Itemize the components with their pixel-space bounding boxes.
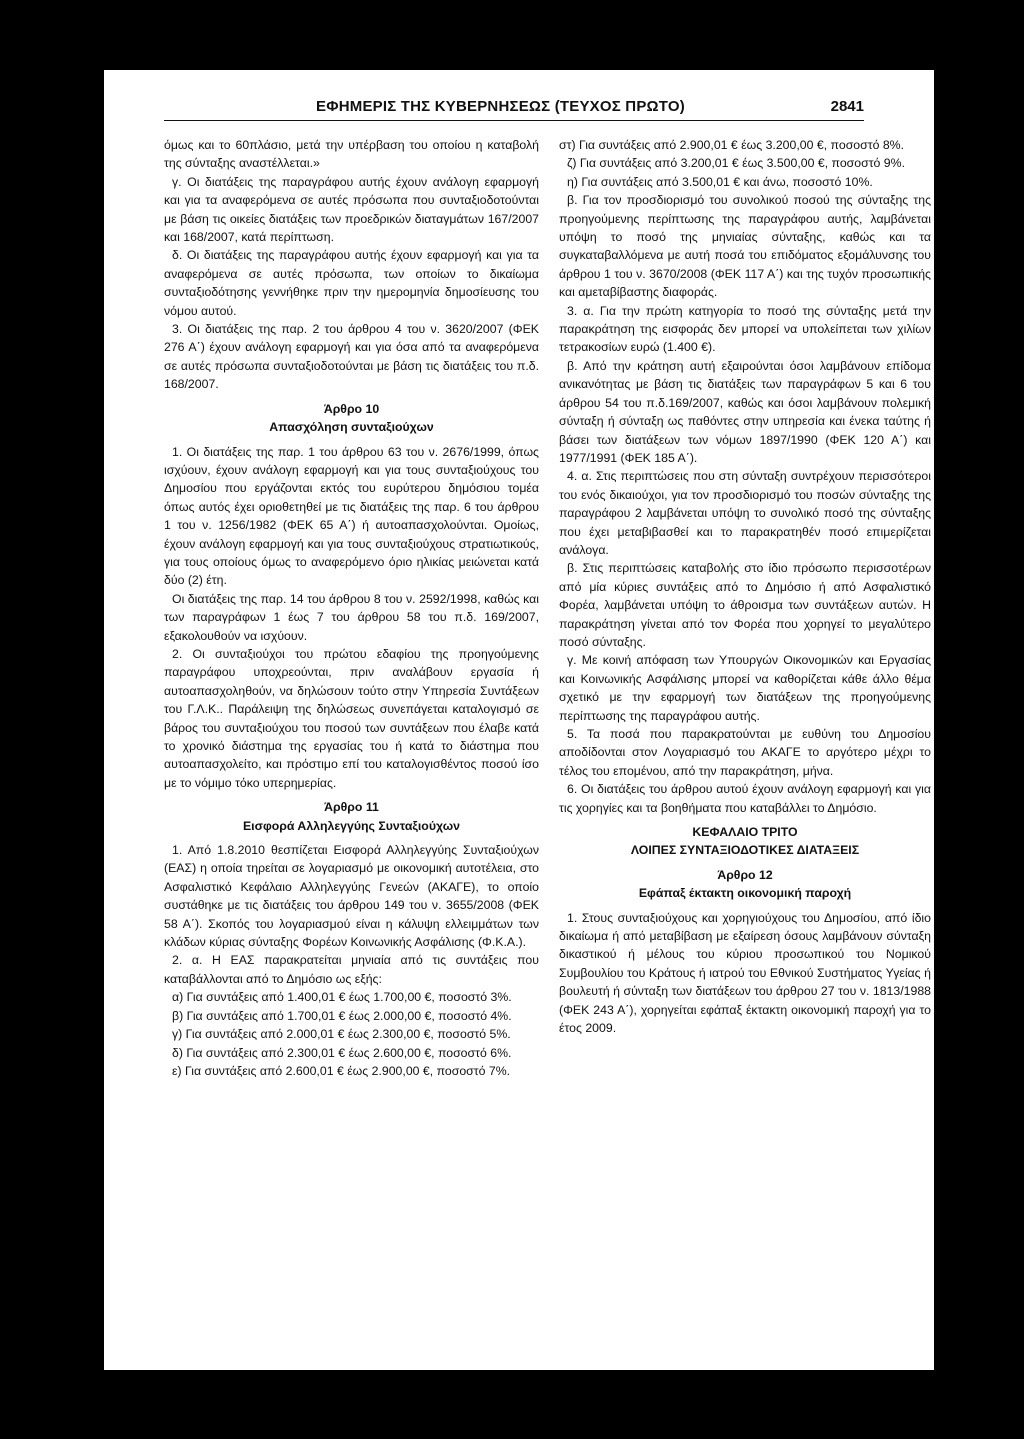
paragraph: 1. Στους συνταξιούχους και χορηγιούχους του Δημοσίου, από ίδιο δικαίωμα ή από μεταβίβαση με εξαίρεση όσους λαμβάνουν σύνταξη δικαστικού ή μέλους του κύριου προσωπικού του Νομικού Συμβουλίου του Κράτους ή ιατρού του Εθνικού Συστήματος Υγείας ή βουλευτή ή σύνταξη των διατάξεων του άρθρου 27 του ν. 1813/1988 (ΦΕΚ 243 Α΄), χορηγείται εφάπαξ έκτακτη οικονομική παροχή για το έτος 2009. <box>559 910 931 1036</box>
list-item: γ) Για συντάξεις από 2.000,01 € έως 2.300,00 €, ποσοστό 5%. <box>172 1027 511 1042</box>
article-12-title: Άρθρο 12 <box>717 867 773 882</box>
article-11-title: Άρθρο 11 <box>324 800 379 815</box>
page-number: 2841 <box>830 98 864 115</box>
article-10-title: Άρθρο 10 <box>323 401 380 416</box>
paragraph: Οι διατάξεις της παρ. 14 του άρθρου 8 του ν. 2592/1998, καθώς και των παραγράφων 1 έως 7 του άρθρου 58 του π.δ. 169/2007, εξακολουθούν να ισχύουν. <box>164 591 539 643</box>
chapter-title: ΚΕΦΑΛΑΙΟ ΤΡΙΤΟ <box>692 825 798 840</box>
paragraph: 2. α. Η ΕΑΣ παρακρατείται μηνιαία από τις συντάξεις που καταβάλλονται από το Δημόσιο ως εξής: <box>164 953 539 986</box>
list-item: η) Για συντάξεις από 3.500,01 € και άνω, ποσοστό 10%. <box>567 174 873 189</box>
left-column <box>164 136 539 1080</box>
paragraph: 3. Οι διατάξεις της παρ. 2 του άρθρου 4 του ν. 3620/2007 (ΦΕΚ 276 Α΄) έχουν ανάλογη εφαρμογή και για όσα από τα αναφερόμενα σε αυτές πρόσωπα συνταξιοδοτούνται με βάση τις διατάξεις του π.δ. 168/2007. <box>164 322 539 392</box>
paragraph: 1. Οι διατάξεις της παρ. 1 του άρθρου 63 του ν. 2676/1999, όπως ισχύουν, έχουν ανάλογη εφαρμογή και για τους συνταξιούχους του Δημοσίου που εργάζονται εκτός του ευρύτερου δημόσιου τομέα όπως αυτός έχει οριοθετηθεί με τις διατάξεις της παρ. 6 του άρθρου 1 του ν. 1256/1982 (ΦΕΚ 65 Α΄) ή αυτοαπασχολούνται. Ομοίως, έχουν ανάλογη εφαρμογή και για τους συνταξιούχους στρατιωτικούς, για τους οποίους όμως το αναφερόμενο όριο ηλικίας μειώνεται κατά δύο (2) έτη. <box>164 444 539 588</box>
paragraph: γ. Με κοινή απόφαση των Υπουργών Οικονομικών και Εργασίας και Κοινωνικής Ασφάλισης μπορεί να καθορίζεται κάθε άλλο θέμα σχετικό με την εφαρμογή των διατάξεων της προηγούμενης περίπτωσης της παραγράφου αυτής. <box>559 653 931 723</box>
list-item: ε) Για συντάξεις από 2.600,01 € έως 2.900,00 €, ποσοστό 7%. <box>172 1063 511 1078</box>
paragraph: όμως και το 60πλάσιο, μετά την υπέρβαση του οποίου η καταβολή της σύνταξης αναστέλλεται.» <box>164 138 539 171</box>
paragraph: 3. α. Για την πρώτη κατηγορία το ποσό της σύνταξης μετά την παρακράτηση της εισφοράς δεν μπορεί να υπολείπεται των χιλίων τετρακοσίων ευρώ (1.400 €). <box>559 303 931 355</box>
paragraph: 5. Τα ποσά που παρακρατούνται με ευθύνη του Δημοσίου αποδίδονται στον Λογαριασμό του ΑΚΑΓΕ το αργότερο μέχρι το τέλος του επομένου, από την παρακράτηση, μήνα. <box>559 727 931 778</box>
paragraph: β. Από την κράτηση αυτή εξαιρούνται όσοι λαμβάνουν επίδομα ανικανότητας με βάση τις διατάξεις των παραγράφων 5 και 6 του άρθρου 54 του π.δ.169/2007, καθώς και όσοι λαμβάνουν πολεμική σύνταξη ή σύνταξη ως παθόντες στην υπηρεσία και ένεκα ταύτης ή βάσει των διατάξεων των νόμων 1897/1990 (ΦΕΚ 120 Α΄) και 1977/1991 (ΦΕΚ 185 Α΄). <box>559 358 931 465</box>
list-item: δ) Για συντάξεις από 2.300,01 € έως 2.600,00 €, ποσοστό 6%. <box>172 1045 512 1060</box>
article-11-subtitle: Εισφορά Αλληλεγγύης Συνταξιούχων <box>242 818 461 833</box>
paragraph: 2. Οι συνταξιούχοι του πρώτου εδαφίου της προηγούμενης παραγράφου υποχρεούνται, πριν αναλάβουν εργασία ή αυτοαπασχοληθούν, να δηλώσουν τούτο στην Υπηρεσία Συντάξεων του Γ.Λ.Κ.. Παράλειψη της δηλώσεως συνεπάγεται καταλογισμό σε βάρος του συνταξιούχου του ποσού των συντάξεων που έλαβε κατά το χρονικό διάστημα της εργασίας του ή κατά το διάστημα που αυτοαπασχολείτο, και πρόστιμο επί του καταλογισθέντος ποσού ίσο με το νόμιμο τόκο υπερημερίας. <box>164 646 539 790</box>
paragraph: β. Στις περιπτώσεις καταβολής στο ίδιο πρόσωπο περισσοτέρων από μία κύριες συντάξεις από το Δημόσιο ή από Ασφαλιστικό Φορέα, λαμβάνεται υπόψη το άθροισμα των συντάξεων αυτών. Η παρακράτηση γίνεται από τον Φορέα που χορηγεί το μεγαλύτερο ποσό σύνταξης. <box>559 561 931 649</box>
list-item: β) Για συντάξεις από 1.700,01 € έως 2.000,00 €, ποσοστό 4%. <box>172 1008 512 1023</box>
list-item: στ) Για συντάξεις από 2.900,01 € έως 3.200,00 €, ποσοστό 8%. <box>559 138 905 152</box>
article-12-subtitle: Εφάπαξ έκτακτη οικονομική παροχή <box>638 886 852 901</box>
gazette-page <box>104 70 934 1370</box>
paragraph: δ. Οι διατάξεις της παραγράφου αυτής έχουν εφαρμογή και για τα αναφερόμενα σε αυτές πρόσωπα, των οποίων το δικαίωμα συνταξιοδότησης γεννήθηκε πριν την ημερομηνία δημοσίευσης του νόμου αυτού. <box>164 248 539 318</box>
list-item: ζ) Για συντάξεις από 3.200,01 € έως 3.500,00 €, ποσοστό 9%. <box>567 156 905 171</box>
article-10-subtitle: Απασχόληση συνταξιούχων <box>269 420 434 435</box>
list-item: α) Για συντάξεις από 1.400,01 € έως 1.700,00 €, ποσοστό 3%. <box>172 990 512 1005</box>
paragraph: 1. Από 1.8.2010 θεσπίζεται Εισφορά Αλληλεγγύης Συνταξιούχων (ΕΑΣ) η οποία τηρείται σε λογαριασμό με οικονομική αυτοτέλεια, στο Ασφαλιστικό Κεφάλαιο Αλληλεγγύης Γενεών (ΑΚΑΓΕ), το οποίο συστάθηκε με τις διατάξεις του άρθρου 149 του ν. 3655/2008 (ΦΕΚ 58 Α΄). Σκοπός του λογαριασμού είναι η κάλυψη ελλειμμάτων των κλάδων κύριας σύνταξης Φορέων Κοινωνικής Ασφάλισης (Φ.Κ.Α.). <box>164 843 539 950</box>
page-header <box>164 98 864 121</box>
paragraph: γ. Οι διατάξεις της παραγράφου αυτής έχουν ανάλογη εφαρμογή και για τα αναφερόμενα σε αυτές πρόσωπα που συνταξιοδοτούνται με βάση τις οικείες διατάξεις των προεδρικών διαταγμάτων 167/2007 και 168/2007, κατά περίπτωση. <box>164 174 539 245</box>
running-title: ΕΦΗΜΕΡΙΣ ΤΗΣ ΚΥΒΕΡΝΗΣΕΩΣ (ΤΕΥΧΟΣ ΠΡΩΤΟ) <box>316 98 685 115</box>
chapter-subtitle: ΛΟΙΠΕΣ ΣΥΝΤΑΞΙΟΔΟΤΙΚΕΣ ΔΙΑΤΑΞΕΙΣ <box>630 843 860 858</box>
paragraph: 4. α. Στις περιπτώσεις που στη σύνταξη συντρέχουν περισσότεροι του ενός δικαιούχοι, για τον προσδιορισμό του ποσών σύνταξης της παραγράφου 2 λαμβάνεται υπόψη το συνολικό ποσό της σύνταξης που έχει μεταβιβασθεί και το παρακρατηθέν ποσό επιμερίζεται ανάλογα. <box>559 469 931 557</box>
right-column <box>559 136 931 1038</box>
paragraph: β. Για τον προσδιορισμό του συνολικού ποσού της σύνταξης της προηγούμενης περίπτωσης της παραγράφου αυτής, λαμβάνεται υπόψη το ποσό της μηνιαίας σύνταξης, καθώς και τα συγκαταβαλλόμενα με αυτή ποσά του επιδόματος εξομάλυνσης του άρθρου 1 του ν. 3670/2008 (ΦΕΚ 117 Α΄) και της τυχόν προσωπικής και αμεταβίβαστης διαφοράς. <box>559 193 931 300</box>
paragraph: 6. Οι διατάξεις του άρθρου αυτού έχουν ανάλογη εφαρμογή και για τις χορηγίες και τα βοηθήματα που καταβάλλει το Δημόσιο. <box>559 782 931 815</box>
